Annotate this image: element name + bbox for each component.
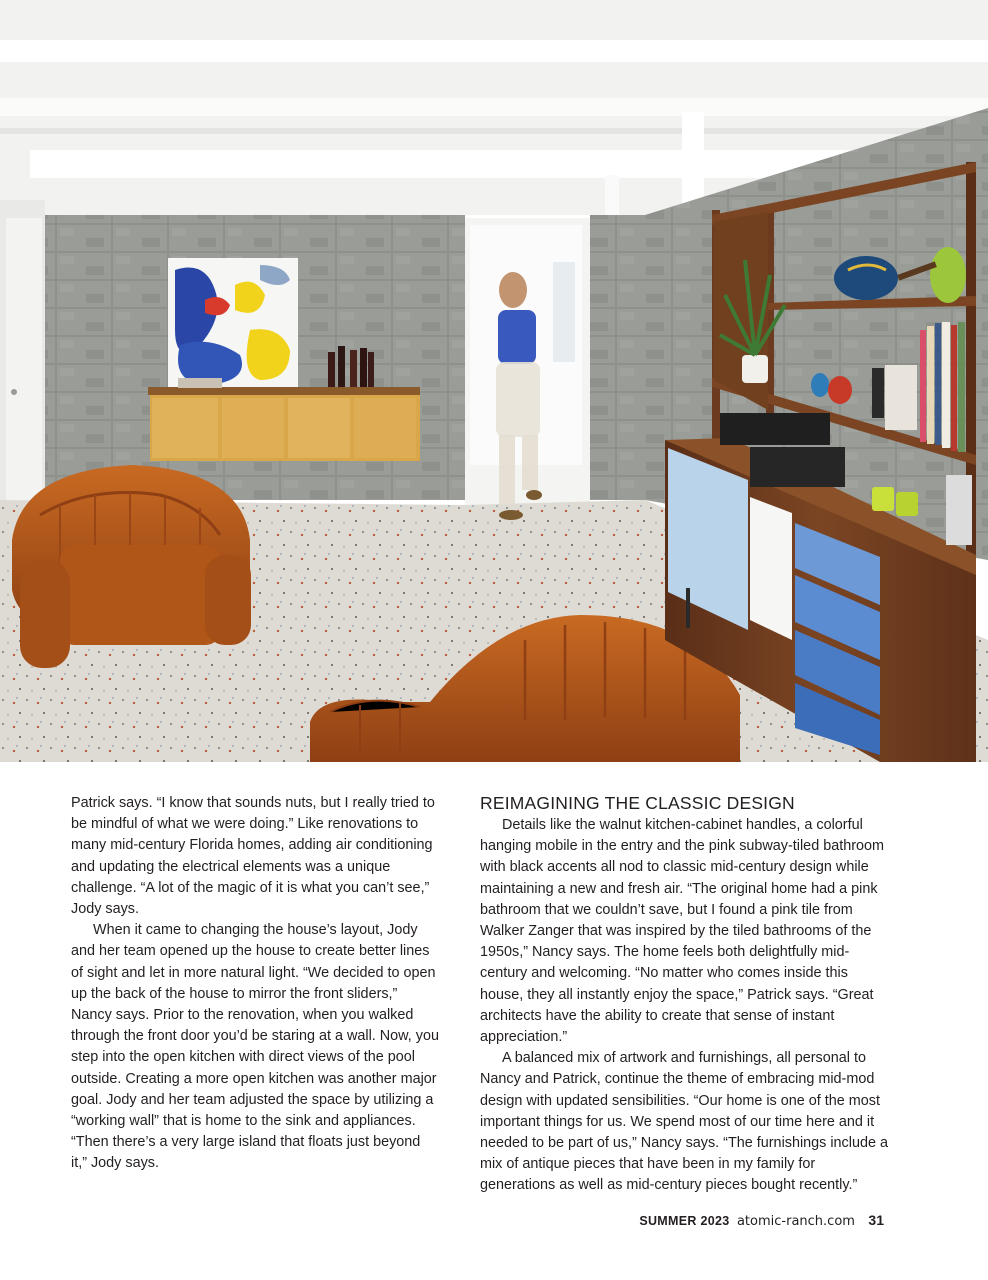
paragraph: A balanced mix of artwork and furnishings, all personal to Nancy and Patrick, continue the theme of embracing mid-mod design with updated sensibilities. “Our home is one of the most important things for us. We spend most of our time here and it needed to be part of us,” Nancy says. “The furnishings include a mix of antique pieces that have been in my family for generations as well as mid-century pieces bought recently.”	[480, 1050, 888, 1194]
page-number: 31	[868, 1212, 884, 1228]
paragraph: Patrick says. “I know that sounds nuts, but I really tried to be mindful of what we were doing.” Like renovations to many mid-century Florida homes, adding air conditioning and updating the electrical elements was a unique challenge. “A lot of the magic of it is what you can’t see,” Jody says.	[71, 795, 435, 918]
site-url: atomic-ranch.com	[736, 1214, 855, 1229]
issue-label: SUMMER 2023	[639, 1214, 730, 1228]
left-text-column	[71, 793, 439, 1175]
page-footer	[639, 1212, 884, 1229]
right-text-column	[480, 793, 892, 1197]
section-heading: REIMAGINING THE CLASSIC DESIGN	[480, 793, 795, 813]
paragraph: When it came to changing the house’s layout, Jody and her team opened up the house to create better lines of sight and let in more natural light. “We decided to open up the back of the house to mirror the front sliders,” Nancy says. Prior to the renovation, when you walked through the front door you’d be staring at a wall. Now, you step into the open kitchen with direct views of the pool outside. Creating a more open kitchen was another major goal. Jody and her team adjusted the space by utilizing a “working wall” that is home to the sink and appliances. “Then there’s a very large island that floats just beyond it,” Jody says.	[71, 922, 439, 1172]
paragraph: Details like the walnut kitchen-cabinet handles, a colorful hanging mobile in the entry and the pink subway-tiled bathroom with black accents all nod to classic mid-century design while maintaining a new and fresh air. “The original home had a pink bathroom that we couldn’t save, but I found a pink tile from Walker Zanger that was inspired by the tiled bathrooms of the 1950s,” Nancy says. The home feels both delightfully mid-century and welcoming. “No matter who comes inside this house, they all instantly enjoy the space,” Patrick says. “Great architects have the ability to create that sense of instant appreciation.”	[480, 817, 884, 1046]
